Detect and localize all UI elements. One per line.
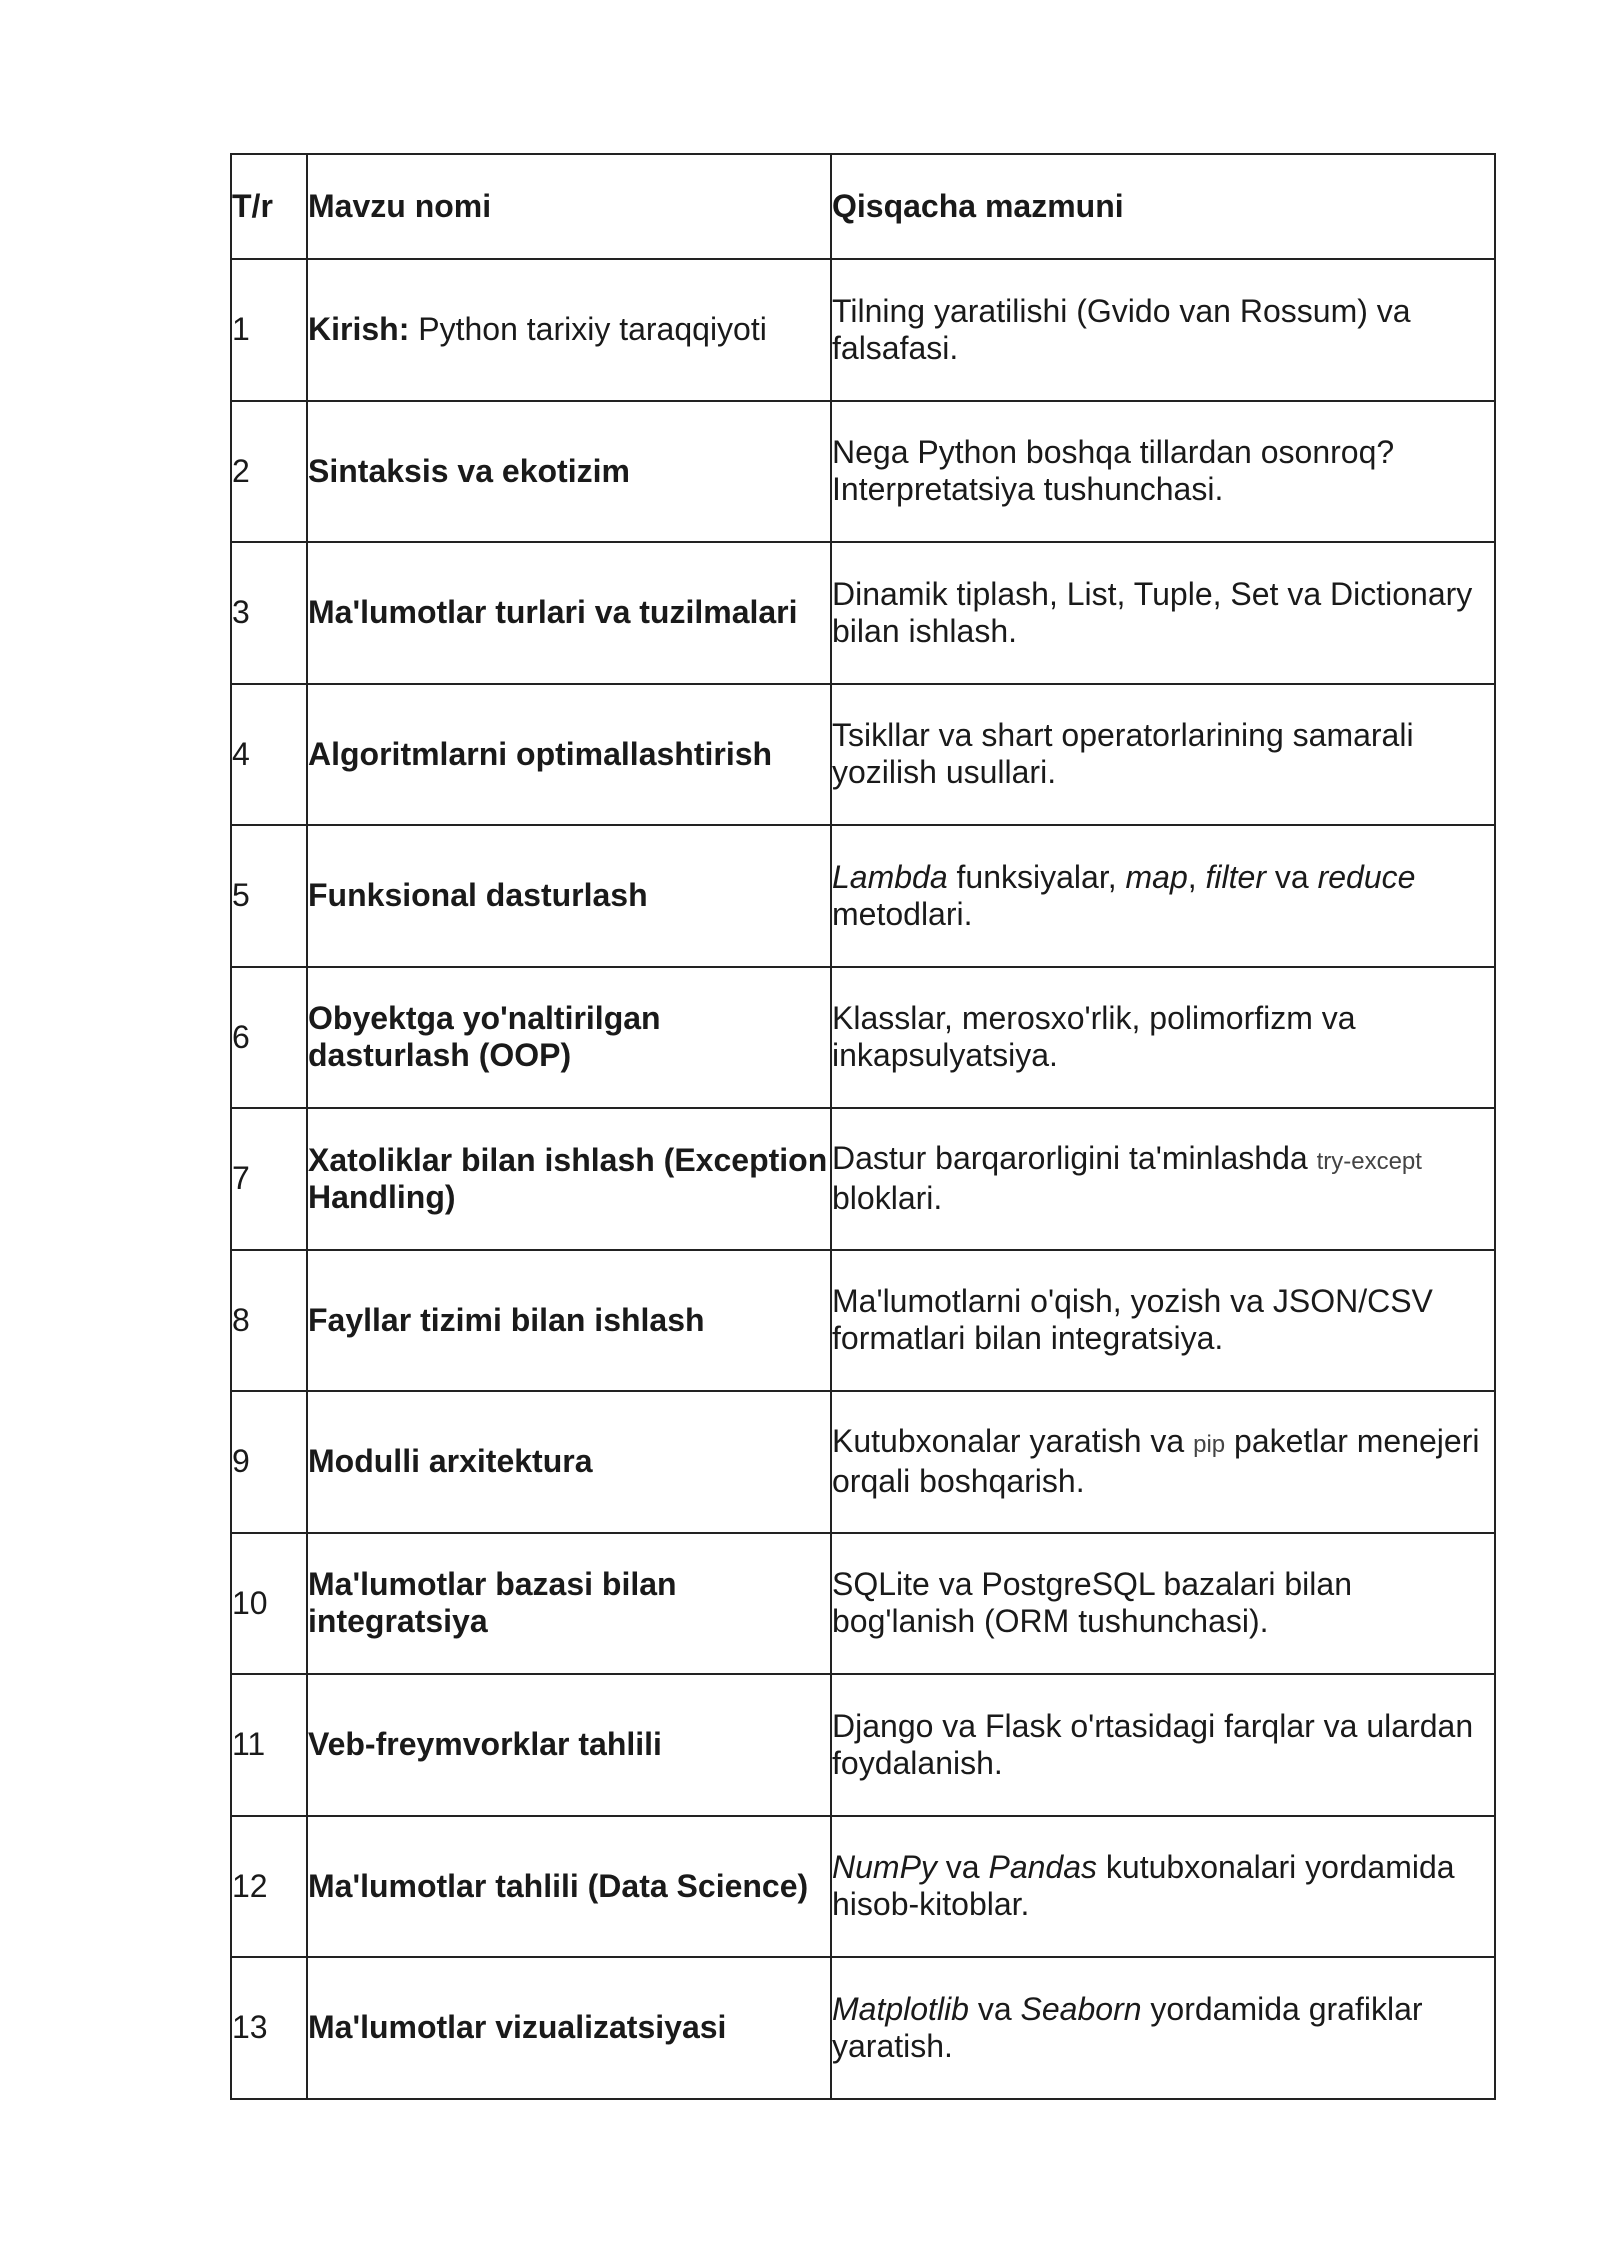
row-summary <box>831 825 1495 967</box>
row-number: 5 <box>231 825 307 967</box>
table-row <box>231 1391 1495 1533</box>
table-row <box>231 542 1495 684</box>
table-row <box>231 684 1495 826</box>
summary-text: kutubxonalari yordamida hisob-kitoblar. <box>832 1849 1455 1923</box>
row-summary <box>831 1816 1495 1958</box>
row-summary: Tsikllar va shart operatorlarining samarali yozilish usullari. <box>831 684 1495 826</box>
summary-italic: filter <box>1205 858 1266 895</box>
row-topic: Obyektga yo'naltirilgan dasturlash (OOP) <box>307 967 831 1109</box>
summary-text: va <box>936 1849 989 1886</box>
summary-code: try-except <box>1316 1148 1422 1176</box>
header-number: T/r <box>231 154 307 259</box>
summary-text: yordamida grafiklar yaratish. <box>832 1990 1423 2064</box>
summary-italic: reduce <box>1317 858 1416 895</box>
summary-italic: Lambda <box>832 858 948 895</box>
table-row <box>231 1250 1495 1392</box>
row-summary: Ma'lumotlarni o'qish, yozish va JSON/CSV formatlari bilan integratsiya. <box>831 1250 1495 1392</box>
table-row <box>231 1957 1495 2099</box>
summary-italic: Pandas <box>988 1849 1098 1886</box>
row-topic: Algoritmlarni optimallashtirish <box>307 684 831 826</box>
summary-text: va <box>968 1990 1021 2027</box>
summary-italic: Seaborn <box>1020 1990 1142 2027</box>
row-summary: Tilning yaratilishi (Gvido van Rossum) va falsafasi. <box>831 259 1495 401</box>
summary-text: paketlar menejeri orqali boshqarish. <box>832 1423 1480 1500</box>
row-summary: SQLite va PostgreSQL bazalari bilan bog'lanish (ORM tushunchasi). <box>831 1533 1495 1675</box>
row-number: 13 <box>231 1957 307 2099</box>
summary-italic: Matplotlib <box>832 1990 969 2027</box>
row-topic: Xatoliklar bilan ishlash (Exception Handling) <box>307 1108 831 1250</box>
table-row <box>231 401 1495 543</box>
header-topic: Mavzu nomi <box>307 154 831 259</box>
row-summary <box>831 1391 1495 1533</box>
row-summary: Klasslar, merosxo'rlik, polimorfizm va inkapsulyatsiya. <box>831 967 1495 1109</box>
summary-text: bloklari. <box>832 1180 943 1217</box>
row-topic: Ma'lumotlar turlari va tuzilmalari <box>307 542 831 684</box>
row-topic: Ma'lumotlar tahlili (Data Science) <box>307 1816 831 1958</box>
row-topic: Funksional dasturlash <box>307 825 831 967</box>
row-number: 1 <box>231 259 307 401</box>
row-number: 11 <box>231 1674 307 1816</box>
table-row <box>231 825 1495 967</box>
table-row <box>231 1816 1495 1958</box>
summary-text: Dastur barqarorligini ta'minlashda <box>832 1140 1317 1177</box>
summary-italic: map <box>1125 858 1188 895</box>
row-topic: Sintaksis va ekotizim <box>307 401 831 543</box>
summary-italic: NumPy <box>832 1849 937 1886</box>
table-row <box>231 1108 1495 1250</box>
row-number: 6 <box>231 967 307 1109</box>
row-topic: Modulli arxitektura <box>307 1391 831 1533</box>
topic-label-bold: Kirish: <box>308 311 410 348</box>
header-summary: Qisqacha mazmuni <box>831 154 1495 259</box>
row-number: 10 <box>231 1533 307 1675</box>
row-topic: Ma'lumotlar vizualizatsiyasi <box>307 1957 831 2099</box>
table-row <box>231 1674 1495 1816</box>
topic-label-rest: Python tarixiy taraqqiyoti <box>409 311 767 348</box>
summary-text: va <box>1265 858 1318 895</box>
summary-text: , <box>1187 858 1206 895</box>
row-summary: Dinamik tiplash, List, Tuple, Set va Dictionary bilan ishlash. <box>831 542 1495 684</box>
row-summary: Django va Flask o'rtasidagi farqlar va ulardan foydalanish. <box>831 1674 1495 1816</box>
row-topic: Ma'lumotlar bazasi bilan integratsiya <box>307 1533 831 1675</box>
row-topic <box>307 259 831 401</box>
row-number: 7 <box>231 1108 307 1250</box>
table-row <box>231 967 1495 1109</box>
row-topic: Veb-freymvorklar tahlili <box>307 1674 831 1816</box>
row-summary: Nega Python boshqa tillardan osonroq? Interpretatsiya tushunchasi. <box>831 401 1495 543</box>
row-topic: Fayllar tizimi bilan ishlash <box>307 1250 831 1392</box>
row-number: 4 <box>231 684 307 826</box>
table-row <box>231 259 1495 401</box>
summary-text: metodlari. <box>832 895 973 932</box>
row-number: 8 <box>231 1250 307 1392</box>
row-number: 3 <box>231 542 307 684</box>
summary-code: pip <box>1193 1431 1226 1459</box>
row-summary <box>831 1957 1495 2099</box>
topics-table <box>230 153 1496 2100</box>
row-number: 12 <box>231 1816 307 1958</box>
row-summary <box>831 1108 1495 1250</box>
summary-text: Kutubxonalar yaratish va <box>832 1423 1194 1460</box>
table-header-row <box>231 154 1495 259</box>
summary-text: funksiyalar, <box>947 858 1126 895</box>
row-number: 9 <box>231 1391 307 1533</box>
table-row <box>231 1533 1495 1675</box>
row-number: 2 <box>231 401 307 543</box>
